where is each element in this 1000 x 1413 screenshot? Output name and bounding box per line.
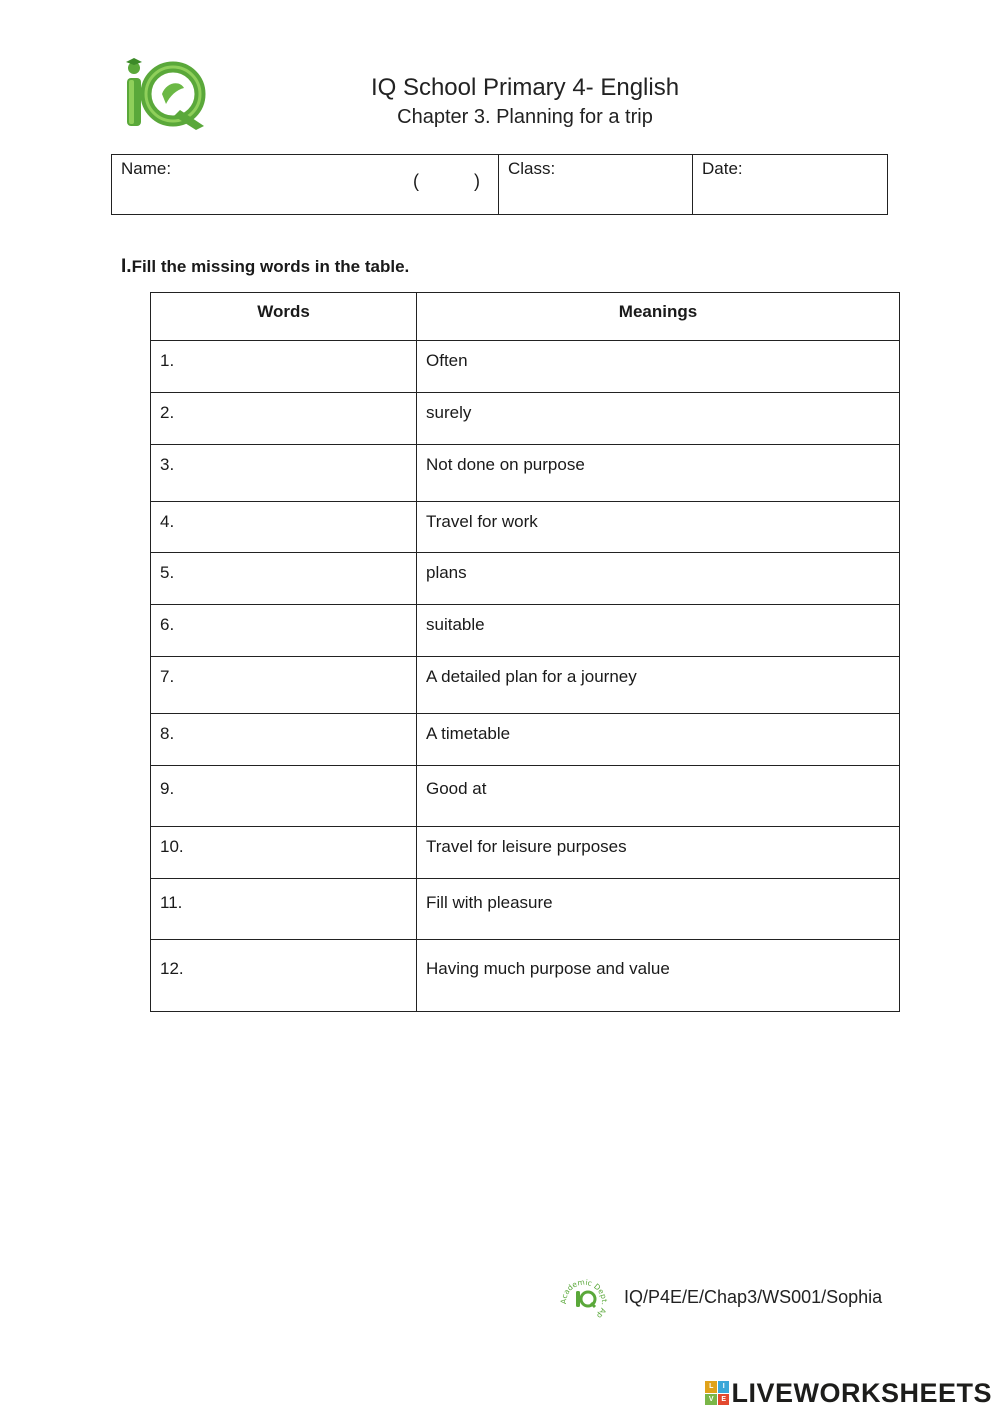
class-number-paren-close: ) [474, 171, 480, 191]
table-row [151, 657, 900, 714]
word-answer-cell[interactable] [151, 879, 417, 940]
word-answer-cell[interactable] [151, 341, 417, 393]
table-row [151, 502, 900, 553]
worksheet-reference-code: IQ/P4E/E/Chap3/WS001/Sophia [624, 1287, 883, 1307]
word-answer-cell[interactable] [151, 553, 417, 605]
meaning-cell: surely [417, 393, 900, 445]
worksheet-title: IQ School Primary 4- English [370, 74, 680, 101]
table-row [151, 766, 900, 827]
iq-school-logo [118, 56, 210, 134]
instruction-text: Fill the missing words in the table. [131, 257, 410, 276]
class-cell[interactable] [499, 155, 693, 214]
stamp-text: Academic Dept. Ap [558, 1277, 609, 1321]
table-row [151, 714, 900, 766]
row-number: 12. [160, 959, 184, 978]
meaning-cell: suitable [417, 605, 900, 657]
meaning-cell: Not done on purpose [417, 445, 900, 502]
svg-text:Academic Dept. Approved [558, 1274, 609, 1320]
meaning-cell: plans [417, 553, 900, 605]
column-header-meanings: Meanings [417, 293, 900, 341]
table-header-row [151, 293, 900, 341]
class-label: Class: [508, 159, 556, 178]
word-answer-cell[interactable] [151, 766, 417, 827]
row-number: 5. [160, 563, 175, 582]
meaning-cell: Good at [417, 766, 900, 827]
worksheet-subtitle: Chapter 3. Planning for a trip [397, 106, 653, 128]
row-number: 6. [160, 615, 175, 634]
meaning-cell: Often [417, 341, 900, 393]
table-row [151, 940, 900, 1012]
vocabulary-table [150, 292, 900, 1012]
liveworksheets-wordmark: LIVEWORKSHEETS [731, 1377, 992, 1408]
meaning-cell: Travel for leisure purposes [417, 827, 900, 879]
column-header-words: Words [151, 293, 417, 341]
name-label: Name: [121, 159, 172, 178]
approval-stamp [558, 1274, 610, 1326]
liveworksheets-branding[interactable] [705, 1378, 992, 1408]
meaning-cell: Fill with pleasure [417, 879, 900, 940]
word-answer-cell[interactable] [151, 605, 417, 657]
student-info-box [111, 154, 888, 215]
word-answer-cell[interactable] [151, 393, 417, 445]
word-answer-cell[interactable] [151, 657, 417, 714]
date-label: Date: [702, 159, 743, 178]
section-instruction [121, 256, 409, 278]
word-answer-cell[interactable] [151, 445, 417, 502]
row-number: 9. [160, 779, 175, 798]
table-row [151, 445, 900, 502]
word-answer-cell[interactable] [151, 940, 417, 1012]
row-number: 10. [160, 837, 184, 856]
date-cell[interactable] [693, 155, 887, 214]
class-number-paren-open: ( [413, 171, 419, 191]
row-number: 11. [160, 893, 183, 912]
row-number: 4. [160, 512, 175, 531]
table-row [151, 341, 900, 393]
word-answer-cell[interactable] [151, 714, 417, 766]
table-row [151, 393, 900, 445]
row-number: 3. [160, 455, 175, 474]
logo-text: IQ [118, 56, 120, 57]
table-row [151, 879, 900, 940]
meaning-cell: Travel for work [417, 502, 900, 553]
liveworksheets-logo-icon: L I V E [705, 1381, 729, 1405]
row-number: 1. [160, 351, 175, 370]
meaning-cell: A detailed plan for a journey [417, 657, 900, 714]
table-row [151, 827, 900, 879]
name-cell[interactable] [112, 155, 499, 214]
row-number: 7. [160, 667, 175, 686]
word-answer-cell[interactable] [151, 502, 417, 553]
meaning-cell: A timetable [417, 714, 900, 766]
word-answer-cell[interactable] [151, 827, 417, 879]
section-number: I. [121, 256, 132, 277]
table-row [151, 605, 900, 657]
table-row [151, 553, 900, 605]
row-number: 8. [160, 724, 175, 743]
meaning-cell: Having much purpose and value [417, 940, 900, 1012]
row-number: 2. [160, 403, 175, 422]
